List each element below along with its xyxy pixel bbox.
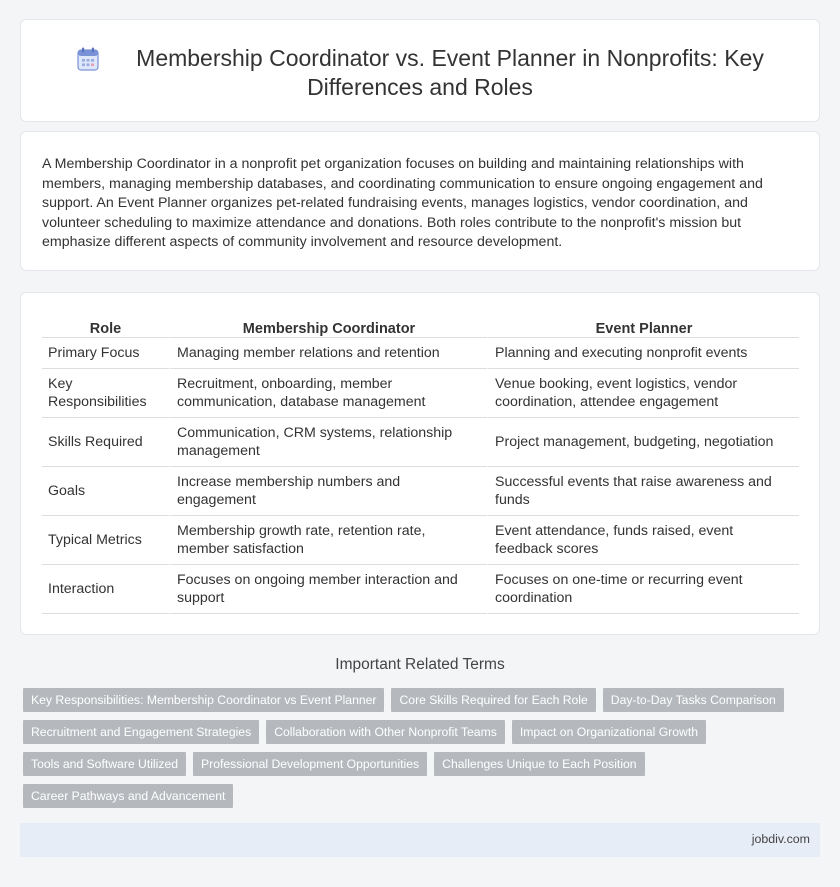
table-header-event-planner: Event Planner: [487, 315, 799, 338]
table-cell-role: Skills Required: [42, 418, 169, 467]
comparison-table: [42, 315, 799, 614]
table-cell-role: Typical Metrics: [42, 516, 169, 565]
intro-paragraph: A Membership Coordinator in a nonprofit pet organization focuses on building and maintaining relationships with members, managing membership databases, and coordinating communication to ensure ongoing engagement and support. An Event Planner organizes pet-related fundraising events, manages logistics, vendor coordination, and volunteer scheduling to maximize attendance and donations. Both roles contribute to the nonprofit's mission but emphasize different aspects of community involvement and resource development.: [42, 156, 763, 251]
page-title: [76, 44, 764, 102]
footer-bar: [20, 823, 820, 857]
related-term-tag[interactable]: Day-to-Day Tasks Comparison: [603, 688, 784, 712]
table-row: [42, 338, 799, 369]
table-cell: Successful events that raise awareness and funds: [487, 467, 799, 516]
related-term-tag[interactable]: Career Pathways and Advancement: [23, 784, 233, 808]
related-term-tag[interactable]: Collaboration with Other Nonprofit Teams: [266, 720, 505, 744]
table-cell: Communication, CRM systems, relationship management: [169, 418, 487, 467]
table-cell-role: Goals: [42, 467, 169, 516]
related-term-tag[interactable]: Core Skills Required for Each Role: [391, 688, 595, 712]
related-terms-title: Important Related Terms: [335, 656, 505, 673]
table-cell: Managing member relations and retention: [169, 338, 487, 369]
related-term-tag[interactable]: Professional Development Opportunities: [193, 752, 427, 776]
table-cell-role: Key Responsibilities: [42, 369, 169, 418]
table-cell: Planning and executing nonprofit events: [487, 338, 799, 369]
table-cell: Project management, budgeting, negotiation: [487, 418, 799, 467]
table-cell: Membership growth rate, retention rate, member satisfaction: [169, 516, 487, 565]
table-cell: Increase membership numbers and engagement: [169, 467, 487, 516]
related-term-tag[interactable]: Key Responsibilities: Membership Coordinator vs Event Planner: [23, 688, 384, 712]
intro-card: [20, 131, 820, 271]
table-row: [42, 516, 799, 565]
comparison-table-card: [20, 292, 820, 635]
related-term-tag[interactable]: Impact on Organizational Growth: [512, 720, 706, 744]
table-cell: Event attendance, funds raised, event feedback scores: [487, 516, 799, 565]
table-cell-role: Interaction: [42, 565, 169, 614]
page-title-line2: Differences and Roles: [307, 74, 533, 100]
table-cell: Focuses on ongoing member interaction and support: [169, 565, 487, 614]
related-terms-tags: [23, 688, 803, 816]
related-term-tag[interactable]: Tools and Software Utilized: [23, 752, 186, 776]
related-term-tag[interactable]: Recruitment and Engagement Strategies: [23, 720, 259, 744]
table-header-role: Role: [42, 315, 169, 338]
table-cell: Recruitment, onboarding, member communication, database management: [169, 369, 487, 418]
related-term-tag[interactable]: Challenges Unique to Each Position: [434, 752, 644, 776]
table-row: [42, 565, 799, 614]
page-title-line1: Membership Coordinator vs. Event Planner in Nonprofits: Key: [136, 45, 764, 71]
table-cell: Venue booking, event logistics, vendor coordination, attendee engagement: [487, 369, 799, 418]
table-cell-role: Primary Focus: [42, 338, 169, 369]
header-card: [20, 19, 820, 122]
table-row: [42, 418, 799, 467]
table-row: [42, 369, 799, 418]
footer-site-link[interactable]: jobdiv.com: [751, 832, 810, 846]
table-row: [42, 467, 799, 516]
table-cell: Focuses on one-time or recurring event coordination: [487, 565, 799, 614]
table-header-row: [42, 315, 799, 338]
table-header-membership-coordinator: Membership Coordinator: [169, 315, 487, 338]
